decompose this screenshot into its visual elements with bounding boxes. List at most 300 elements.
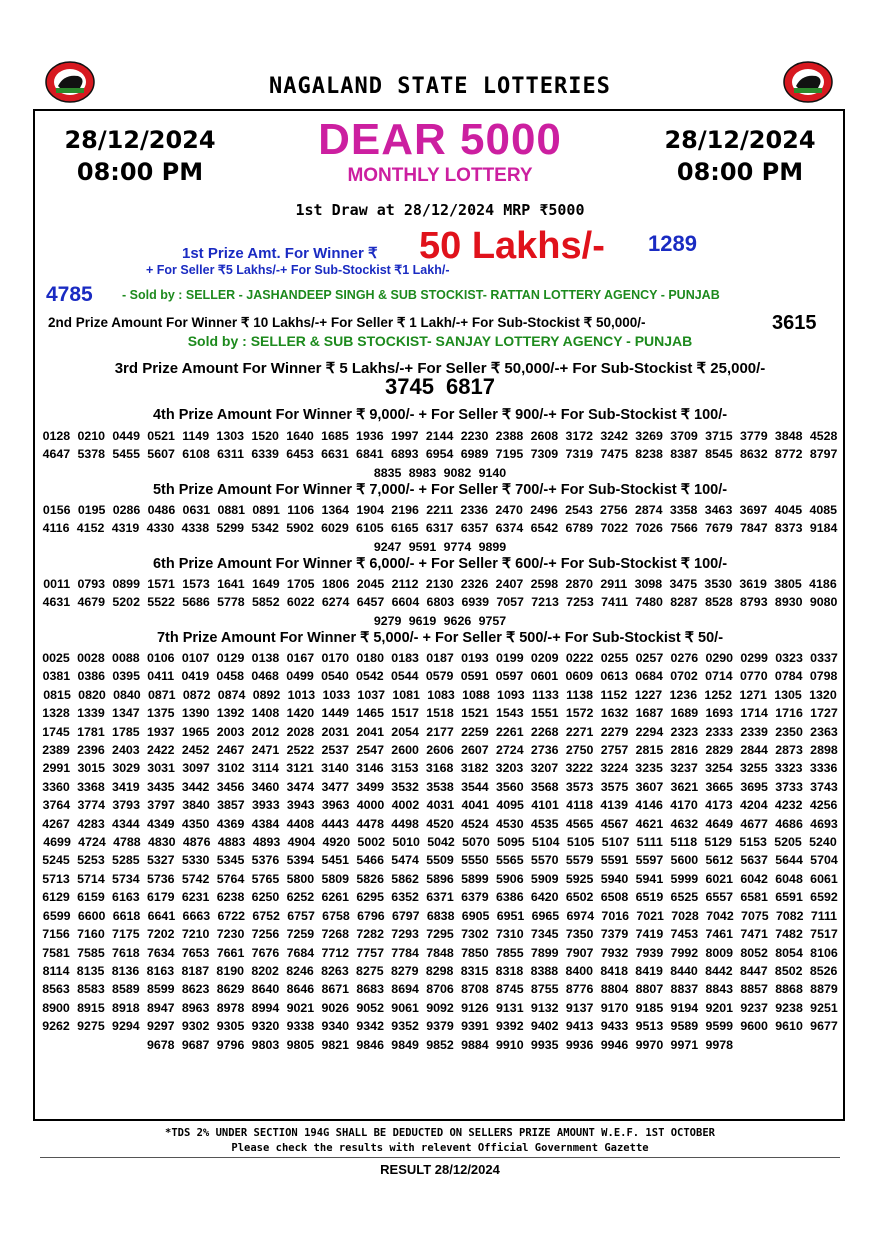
- second-prize-sold-by: Sold by : SELLER & SUB STOCKIST- SANJAY LOTTERY AGENCY - PUNJAB: [187, 333, 693, 349]
- winning-number: 5941: [635, 871, 664, 886]
- winning-number: 2598: [530, 577, 559, 591]
- winning-number: 8583: [77, 982, 105, 997]
- winning-number: 0210: [77, 429, 106, 443]
- winning-number: 1520: [251, 429, 279, 443]
- winning-number: 8187: [181, 963, 210, 978]
- winning-number: 4699: [43, 835, 71, 850]
- winning-number: 3222: [565, 761, 594, 776]
- winning-number: 7461: [705, 927, 734, 942]
- winning-number: 9821: [321, 1037, 350, 1052]
- winning-number: 3697: [739, 503, 768, 517]
- winning-number: 1641: [217, 577, 245, 591]
- winning-number: 6231: [181, 890, 210, 905]
- winning-number: 0323: [775, 651, 803, 665]
- winning-number: 7684: [286, 945, 315, 960]
- winning-number: 2388: [495, 429, 524, 443]
- winning-number: 7566: [670, 521, 698, 536]
- winning-number: 3102: [217, 761, 245, 776]
- winning-number: 8804: [600, 982, 629, 997]
- winning-number: 1965: [181, 724, 210, 739]
- winning-number: 4528: [809, 429, 838, 443]
- winning-number: 2757: [600, 743, 629, 758]
- winning-number: 6371: [426, 890, 454, 905]
- winning-number: 4002: [391, 798, 420, 813]
- winning-number: 6165: [390, 521, 419, 536]
- winning-number: 0156: [42, 503, 71, 517]
- winning-number: 5597: [635, 853, 664, 868]
- winning-number: 9275: [77, 1019, 105, 1034]
- winning-number: 3419: [112, 779, 140, 794]
- winning-number: 2422: [146, 743, 175, 758]
- winning-number: 6722: [217, 908, 246, 923]
- winning-number: 8419: [635, 963, 663, 978]
- winning-number: 7319: [565, 447, 594, 462]
- winning-number: 0714: [705, 669, 733, 684]
- winning-number: 5345: [216, 853, 245, 868]
- winning-number: 8640: [251, 982, 280, 997]
- winning-number: 0025: [42, 651, 70, 665]
- winning-number: 8202: [251, 963, 279, 978]
- winning-number: 9899: [478, 539, 507, 554]
- winning-number: 6663: [182, 908, 211, 923]
- winning-number: 1785: [112, 724, 140, 739]
- winning-number: 9805: [286, 1037, 315, 1052]
- winning-number: 8683: [356, 982, 384, 997]
- winning-number: 7160: [77, 927, 105, 942]
- winning-number: 9338: [286, 1019, 315, 1034]
- winning-number: 2396: [77, 743, 105, 758]
- winning-number: 2407: [495, 577, 524, 591]
- winning-number: 4152: [76, 521, 105, 536]
- winning-number: 7295: [426, 927, 454, 942]
- winning-number: 0411: [147, 669, 175, 684]
- winning-number: 7899: [530, 945, 559, 960]
- winning-number: 1781: [77, 724, 105, 739]
- winning-number: 5104: [531, 835, 560, 850]
- winning-number: 9251: [810, 1000, 838, 1015]
- winning-number: 8918: [112, 1000, 140, 1015]
- winning-number: 7411: [601, 595, 628, 610]
- winning-number: 3709: [670, 429, 698, 443]
- winning-number: 4520: [426, 816, 454, 831]
- first-prize-number: 1289: [648, 231, 697, 256]
- winning-number: 9589: [670, 1019, 699, 1034]
- winning-number: 6457: [356, 595, 385, 610]
- winning-number: 4679: [77, 595, 106, 610]
- winning-number: 7517: [810, 927, 838, 942]
- winning-number: 5742: [181, 871, 210, 886]
- winning-number: 4443: [321, 816, 350, 831]
- winning-number: 2870: [565, 577, 594, 591]
- winning-number: 2606: [426, 743, 454, 758]
- winning-number: 4146: [635, 798, 663, 813]
- winning-number: 3532: [391, 779, 419, 794]
- winning-number: 3182: [460, 761, 489, 776]
- winning-number: 0499: [286, 669, 314, 684]
- winning-number: 7850: [461, 945, 489, 960]
- winning-number: 7847: [740, 521, 768, 536]
- winning-number: 1420: [286, 706, 315, 721]
- winning-number: 2471: [251, 743, 280, 758]
- winning-number: 5764: [216, 871, 245, 886]
- winning-number: 0872: [182, 687, 211, 702]
- winning-number: 8623: [181, 982, 210, 997]
- winning-number: 3269: [635, 429, 663, 443]
- draw-datetime-right: [640, 124, 840, 188]
- winning-number: 6179: [146, 890, 175, 905]
- winning-number: 3121: [286, 761, 314, 776]
- winning-number: 4139: [600, 798, 628, 813]
- winning-number: 9092: [426, 1000, 454, 1015]
- winning-number: 0199: [496, 651, 524, 665]
- winning-number: 6841: [356, 447, 384, 462]
- second-prize-number: 3615: [772, 312, 817, 334]
- seventh-prize-numbers: [40, 649, 840, 1054]
- winning-number: 4232: [774, 798, 803, 813]
- winning-number: 4173: [705, 798, 733, 813]
- winning-number: 8318: [495, 963, 524, 978]
- winning-number: 7634: [146, 945, 175, 960]
- winning-number: 9185: [635, 1000, 664, 1015]
- winning-number: 4267: [42, 816, 70, 831]
- winning-number: 6542: [530, 521, 559, 536]
- winning-number: 7419: [635, 927, 664, 942]
- winning-number: 0542: [356, 669, 384, 684]
- winning-number: 0871: [147, 687, 176, 702]
- winning-number: 4283: [77, 816, 105, 831]
- winning-number: 6618: [112, 908, 141, 923]
- first-prize-seller-line: + For Seller ₹5 Lakhs/-+ For Sub-Stockist ₹1 Lakh/-: [146, 263, 450, 277]
- winning-number: 2279: [600, 724, 629, 739]
- draw-date: 28/12/2024: [64, 126, 216, 154]
- winning-number: 2452: [181, 743, 210, 758]
- sixth-prize-label: 6th Prize Amount For Winner ₹ 6,000/- + For Seller ₹ 600/-+ For Sub-Stockist ₹ 100/-: [152, 556, 728, 572]
- winning-number: 8263: [321, 963, 349, 978]
- winning-number: 0613: [600, 669, 628, 684]
- second-prize-label: 2nd Prize Amount For Winner ₹ 10 Lakhs/-+ For Seller ₹ 1 Lakh/-+ For Sub-Stockist ₹ 50,000/-: [48, 315, 646, 330]
- fourth-prize-numbers: [40, 427, 840, 482]
- winning-number: 4330: [146, 521, 175, 536]
- fifth-prize-label: 5th Prize Amount For Winner ₹ 7,000/- + For Seller ₹ 700/-+ For Sub-Stockist ₹ 100/-: [152, 482, 728, 498]
- winning-number: 5909: [530, 871, 559, 886]
- winning-number: 4920: [322, 835, 351, 850]
- winning-number: 7111: [810, 908, 838, 923]
- winning-number: 8755: [530, 982, 559, 997]
- winning-number: 7282: [356, 927, 384, 942]
- winning-number: 8106: [810, 945, 838, 960]
- winning-number: 0395: [112, 669, 140, 684]
- winning-number: 0521: [147, 429, 175, 443]
- winning-number: 3336: [809, 761, 838, 776]
- winning-number: 5713: [42, 871, 70, 886]
- winning-number: 8837: [670, 982, 699, 997]
- draw-info: 1st Draw at 28/12/2024 MRP ₹5000: [295, 201, 585, 219]
- winning-number: 3463: [704, 503, 733, 517]
- winning-number: 0337: [810, 651, 838, 665]
- winning-number: 5600: [670, 853, 699, 868]
- winning-number: 4649: [705, 816, 734, 831]
- winning-number: 2294: [635, 724, 664, 739]
- winning-number: 7253: [566, 595, 594, 610]
- winning-number: 9677: [810, 1019, 838, 1034]
- winning-number: 3715: [705, 429, 733, 443]
- winning-number: 7028: [671, 908, 699, 923]
- winning-number: 0798: [809, 669, 838, 684]
- winning-number: 7992: [670, 945, 699, 960]
- winning-number: 7848: [426, 945, 454, 960]
- winning-number: 0793: [77, 577, 106, 591]
- winning-number: 7021: [636, 908, 664, 923]
- winning-number: 5686: [182, 595, 210, 610]
- winning-number: 5202: [112, 595, 140, 610]
- winning-number: 3857: [217, 798, 245, 813]
- winning-number: 5862: [391, 871, 419, 886]
- winning-number: 5070: [462, 835, 490, 850]
- winning-number: 9626: [443, 613, 472, 628]
- winning-number: 3140: [321, 761, 349, 776]
- winning-number: 6453: [286, 447, 314, 462]
- winning-number: 6631: [321, 447, 349, 462]
- winning-number: 8835: [373, 465, 402, 480]
- winning-number: 7075: [741, 908, 769, 923]
- winning-number: 3015: [77, 761, 106, 776]
- winning-number: 2600: [391, 743, 419, 758]
- winning-number: 1390: [181, 706, 210, 721]
- winning-number: 3607: [635, 779, 664, 794]
- winning-number: 0544: [390, 669, 419, 684]
- winning-number: 0128: [42, 429, 71, 443]
- winning-number: 4045: [774, 503, 803, 517]
- winning-number: 6502: [565, 890, 594, 905]
- winning-number: 9080: [809, 595, 838, 610]
- winning-number: 7676: [251, 945, 280, 960]
- winning-number: 1745: [42, 724, 70, 739]
- winning-number: 9610: [775, 1019, 803, 1034]
- winning-number: 5002: [357, 835, 385, 850]
- winning-number: 6838: [426, 908, 455, 923]
- winning-number: 1081: [392, 687, 420, 702]
- draw-time: 08:00 PM: [76, 158, 204, 186]
- winning-number: 3848: [774, 429, 803, 443]
- winning-number: 9619: [408, 613, 437, 628]
- winning-number: 8400: [565, 963, 594, 978]
- winning-number: 2230: [460, 429, 489, 443]
- winning-number: 5129: [704, 835, 732, 850]
- winning-number: 3097: [182, 761, 210, 776]
- winning-number: 5565: [496, 853, 524, 868]
- winning-number: 3544: [461, 779, 489, 794]
- winning-number: 1517: [391, 706, 419, 721]
- winning-number: 1465: [356, 706, 384, 721]
- winning-number: 3360: [42, 779, 70, 794]
- winning-number: 2543: [565, 503, 593, 517]
- winning-number: 0138: [251, 651, 280, 665]
- winning-number: 1347: [112, 706, 140, 721]
- winning-number: 2144: [425, 429, 454, 443]
- winning-number: 7202: [146, 927, 175, 942]
- winning-number: 4204: [740, 798, 768, 813]
- lottery-subtitle: MONTHLY LOTTERY: [347, 165, 533, 186]
- winning-number: 2177: [426, 724, 454, 739]
- winning-number: 5299: [216, 521, 244, 536]
- winning-number: 5522: [147, 595, 175, 610]
- winning-number: 8563: [42, 982, 70, 997]
- winning-number: 1303: [216, 429, 244, 443]
- winning-number: 9599: [705, 1019, 734, 1034]
- winning-number: 5245: [42, 853, 70, 868]
- winning-number: 4724: [78, 835, 106, 850]
- winning-number: 3538: [426, 779, 454, 794]
- winning-number: 4647: [42, 447, 71, 462]
- winning-number: 4349: [146, 816, 175, 831]
- winning-number: 9021: [286, 1000, 315, 1015]
- winning-number: 7482: [775, 927, 803, 942]
- winning-number: 2268: [530, 724, 559, 739]
- winning-number: 2012: [251, 724, 280, 739]
- winning-number: 3114: [252, 761, 279, 776]
- winning-number: 9305: [216, 1019, 245, 1034]
- winning-number: 7379: [600, 927, 629, 942]
- winning-number: 1375: [146, 706, 175, 721]
- winning-number: 3499: [356, 779, 384, 794]
- winning-number: 2547: [356, 743, 384, 758]
- winning-number: 1449: [321, 706, 350, 721]
- winning-number: 6379: [461, 890, 489, 905]
- winning-number: 5765: [251, 871, 280, 886]
- winning-number: 7302: [461, 927, 489, 942]
- winning-number: 9340: [321, 1019, 350, 1034]
- winning-number: 0167: [286, 651, 315, 665]
- winning-number: 2350: [775, 724, 803, 739]
- winning-number: 3619: [739, 577, 767, 591]
- winning-number: 7585: [77, 945, 105, 960]
- winning-number: 1033: [322, 687, 351, 702]
- winning-number: 5474: [391, 853, 419, 868]
- winning-number: 8978: [216, 1000, 245, 1015]
- winning-number: 9294: [112, 1019, 140, 1034]
- winning-number: 9137: [565, 1000, 594, 1015]
- winning-number: 6641: [147, 908, 176, 923]
- winning-number: 5118: [670, 835, 698, 850]
- winning-number: 7268: [321, 927, 350, 942]
- winning-number: 1083: [427, 687, 455, 702]
- winning-number: 9140: [478, 465, 507, 480]
- winning-number: 0458: [216, 669, 244, 684]
- winning-number: 3774: [77, 798, 106, 813]
- winning-number: 5899: [461, 871, 489, 886]
- winning-number: 4170: [670, 798, 698, 813]
- winning-number: 1013: [287, 687, 316, 702]
- winning-number: 8797: [809, 447, 838, 462]
- winning-number: 7907: [565, 945, 594, 960]
- winning-number: 0601: [530, 669, 559, 684]
- winning-number: 7042: [706, 908, 734, 923]
- winning-number: 3793: [112, 798, 140, 813]
- winning-number: 8190: [216, 963, 244, 978]
- winning-number: 4524: [461, 816, 489, 831]
- winning-number: 6989: [460, 447, 489, 462]
- winning-number: 5042: [427, 835, 455, 850]
- winning-number: 8279: [390, 963, 419, 978]
- winning-number: 3172: [565, 429, 594, 443]
- winning-number: 6022: [286, 595, 315, 610]
- winning-number: 9302: [181, 1019, 210, 1034]
- winning-number: 0107: [181, 651, 210, 665]
- winning-number: 8599: [146, 982, 175, 997]
- winning-number: 1408: [251, 706, 280, 721]
- winning-number: 3235: [635, 761, 663, 776]
- winning-number: 1685: [321, 429, 349, 443]
- winning-number: 8807: [635, 982, 664, 997]
- winning-number: 6029: [321, 521, 349, 536]
- winning-number: 7453: [670, 927, 699, 942]
- winning-number: 1936: [356, 429, 384, 443]
- winning-number: 6796: [357, 908, 385, 923]
- winning-number: 5940: [600, 871, 629, 886]
- winning-number: 8857: [740, 982, 768, 997]
- winning-number: 3530: [704, 577, 732, 591]
- winning-number: 2211: [426, 503, 454, 517]
- winning-number: 9884: [461, 1037, 489, 1052]
- winning-number: 9978: [705, 1037, 734, 1052]
- winning-number: 5111: [636, 835, 663, 850]
- winning-number: 1571: [147, 577, 175, 591]
- winning-number: 1364: [321, 503, 350, 517]
- winning-number: 5800: [286, 871, 315, 886]
- winning-number: 6581: [740, 890, 768, 905]
- winning-number: 7022: [600, 521, 628, 536]
- winning-number: 8052: [740, 945, 768, 960]
- winning-number: 3733: [775, 779, 803, 794]
- winning-number: 6048: [775, 871, 803, 886]
- winning-number: 6591: [775, 890, 803, 905]
- winning-number: 8526: [809, 963, 838, 978]
- winning-number: 4883: [217, 835, 246, 850]
- winning-number: 7653: [181, 945, 210, 960]
- winning-number: 6965: [531, 908, 560, 923]
- winning-number: 1106: [287, 503, 315, 517]
- winning-number: 5579: [565, 853, 594, 868]
- winning-number: 9026: [321, 1000, 350, 1015]
- winning-number: 1152: [600, 687, 628, 702]
- winning-number: 7757: [356, 945, 384, 960]
- winning-number: 0840: [113, 687, 141, 702]
- winning-number: 2028: [286, 724, 315, 739]
- winning-number: 6311: [217, 447, 244, 462]
- winning-number: 2874: [634, 503, 663, 517]
- winning-number: 1640: [286, 429, 314, 443]
- winning-number: 9935: [530, 1037, 559, 1052]
- winning-number: 3255: [740, 761, 768, 776]
- winning-number: 4876: [182, 835, 211, 850]
- winning-number: 7213: [531, 595, 559, 610]
- winning-number: 1305: [774, 687, 802, 702]
- winning-number: 4904: [287, 835, 316, 850]
- winning-number: 9392: [496, 1019, 524, 1034]
- winning-number: 2259: [461, 724, 489, 739]
- winning-number: 5253: [77, 853, 105, 868]
- winning-number: 6317: [425, 521, 454, 536]
- winning-number: 1093: [497, 687, 525, 702]
- winning-number: 1632: [600, 706, 629, 721]
- winning-number: 7309: [530, 447, 559, 462]
- winning-number: 6757: [287, 908, 315, 923]
- winning-number: 6357: [460, 521, 489, 536]
- winning-number: 6954: [425, 447, 454, 462]
- winning-number: 9910: [496, 1037, 524, 1052]
- winning-number: 8136: [111, 963, 140, 978]
- winning-number: 4478: [356, 816, 384, 831]
